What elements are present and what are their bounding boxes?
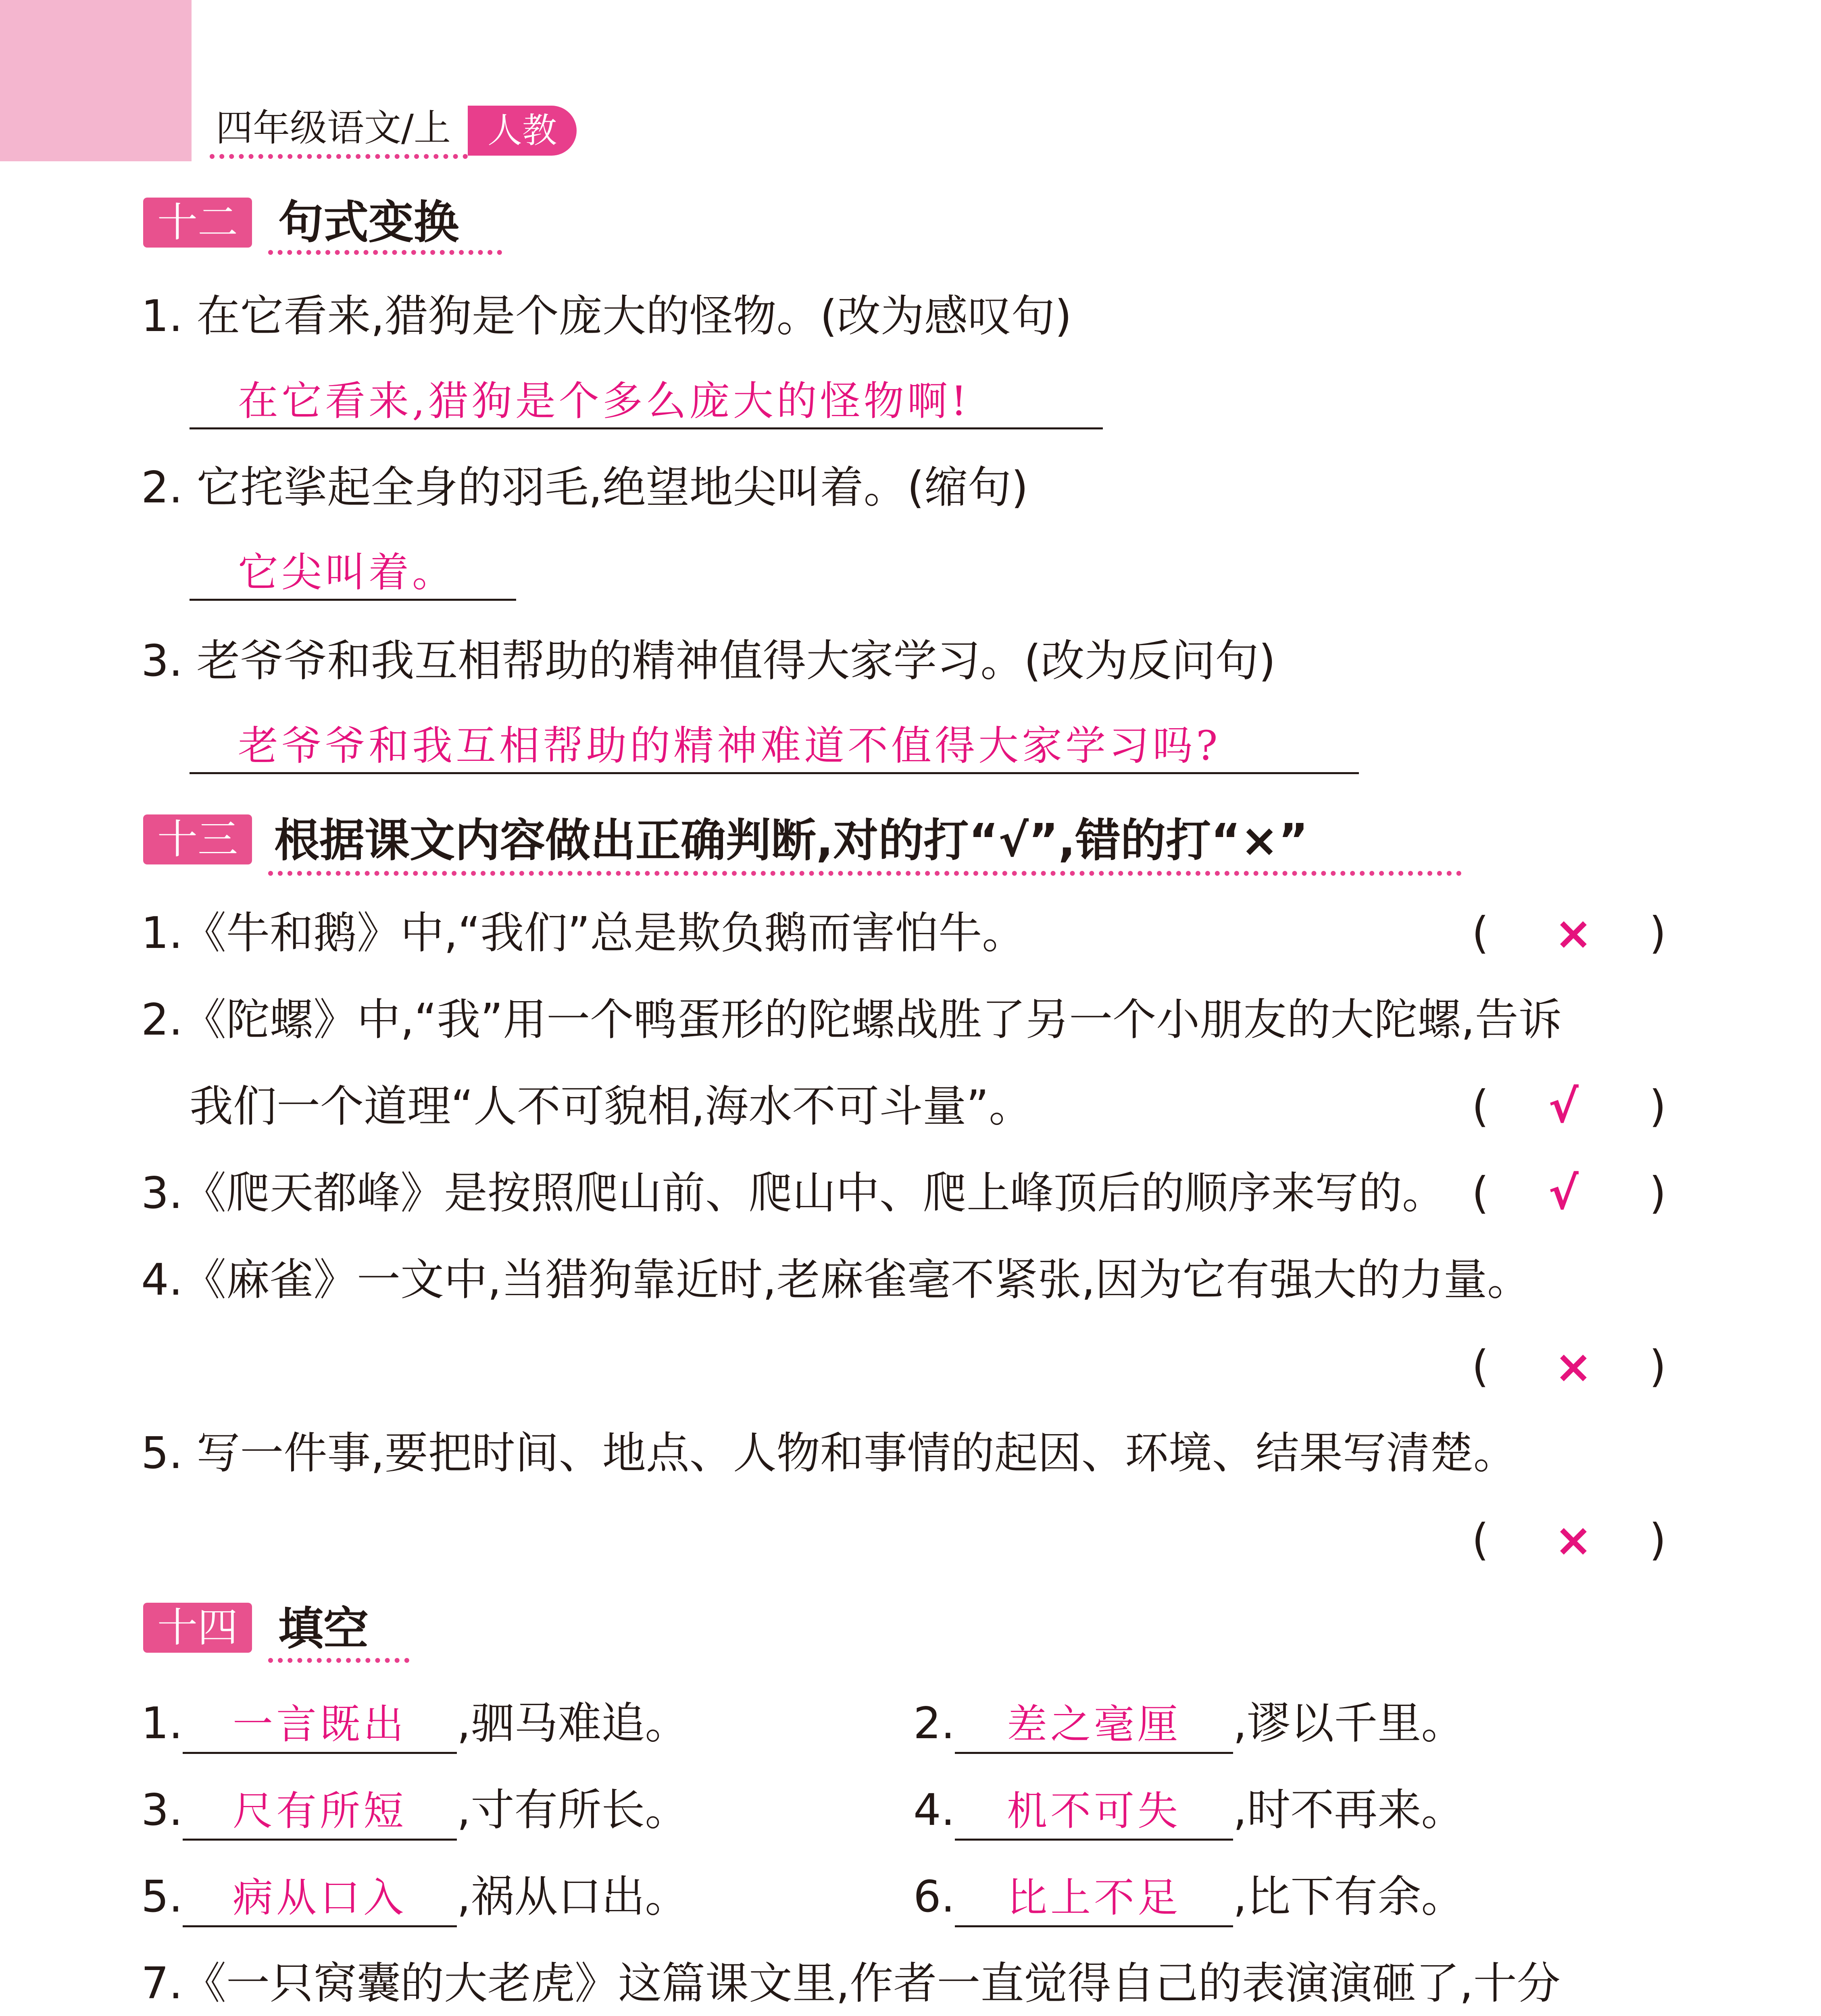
corner-block-top [0,0,192,161]
fill-item-4 [913,1782,1465,1841]
fill-number: 3. [141,1785,183,1835]
fill-rest: ,谬以千里。 [1233,1698,1465,1749]
fill-answer: 尺有所短 [233,1787,407,1835]
fill-item-2 [913,1695,1465,1754]
s13-q4: 4.《麻雀》一文中,当猎狗靠近时,老麻雀毫不紧张,因为它有强大的力量。 [141,1255,1531,1305]
fill-number: 4. [913,1785,955,1835]
s13-q3: 3.《爬天都峰》是按照爬山前、爬山中、爬上峰顶后的顺序来写的。 [141,1168,1446,1218]
s13-q2-paren-open: ( [1472,1081,1489,1132]
section-13-badge: 十三 [143,814,252,864]
fill-number: 2. [913,1698,955,1749]
s13-q3-paren-close: ) [1649,1168,1667,1218]
s12-q1: 1. 在它看来,猎狗是个庞大的怪物。(改为感叹句) [141,291,1072,342]
header-divider [210,154,468,159]
fill-number: 6. [913,1872,955,1922]
s13-q2-paren-close: ) [1649,1081,1667,1132]
header-title: 四年级语文/上 [216,106,451,150]
s12-a2: 它尖叫着。 [238,549,456,596]
s13-q5-paren-close: ) [1649,1515,1667,1565]
fill-answer: 差之毫厘 [1007,1701,1181,1748]
section-14-underline [268,1658,409,1663]
section-12-badge: 十二 [143,198,252,248]
s14-q7-line1: 7.《一只窝囊的大老虎》这篇课文里,作者一直觉得自己的表演演砸了,十分 [141,1958,1561,2009]
s12-a3: 老爷爷和我互相帮助的精神难道不值得大家学习吗? [238,722,1221,769]
fill-answer: 比上不足 [1007,1874,1181,1921]
fill-item-1 [141,1695,688,1754]
s13-q5-paren-open: ( [1472,1515,1489,1565]
s12-q2: 2. 它挓挲起全身的羽毛,绝望地尖叫着。(缩句) [141,462,1028,513]
section-13-title: 根据课文内容做出正确判断,对的打“√”,错的打“×” [274,814,1308,867]
s13-q2-cont: 我们一个道理“人不可貌相,海水不可斗量”。 [190,1081,1033,1132]
fill-item-5 [141,1869,688,1927]
section-12-underline [268,250,502,255]
s12-a1-line [190,427,1103,429]
s13-q5: 5. 写一件事,要把时间、地点、人物和事情的起因、环境、结果写清楚。 [141,1428,1517,1479]
section-14-title: 填空 [278,1603,369,1655]
s13-q3-paren-open: ( [1472,1168,1489,1218]
s12-q3: 3. 老爷爷和我互相帮助的精神值得大家学习。(改为反问句) [141,636,1276,686]
s12-a3-line [190,772,1359,774]
fill-rest: ,时不再来。 [1233,1785,1465,1835]
fill-rest: ,比下有余。 [1233,1872,1465,1922]
s13-q4-mark: × [1554,1341,1592,1393]
fill-rest: ,驷马难追。 [457,1698,689,1749]
s13-q4-paren-close: ) [1649,1341,1667,1392]
s13-q1-paren-open: ( [1472,908,1489,958]
s13-q1: 1.《牛和鹅》中,“我们”总是欺负鹅而害怕牛。 [141,908,1026,958]
s13-q3-mark: √ [1548,1167,1579,1220]
header-badge: 人教 [468,106,577,156]
s13-q2-mark: √ [1548,1081,1579,1133]
s12-a2-line [190,599,516,601]
fill-answer: 一言既出 [233,1701,407,1748]
s13-q1-paren-close: ) [1649,908,1667,958]
section-14-badge: 十四 [143,1603,252,1653]
fill-answer: 病从口入 [233,1874,407,1921]
fill-number: 5. [141,1872,183,1922]
s13-q5-mark: × [1554,1514,1592,1566]
s13-q2: 2.《陀螺》中,“我”用一个鸭蛋形的陀螺战胜了另一个小朋友的大陀螺,告诉 [141,995,1562,1045]
s13-q4-paren-open: ( [1472,1341,1489,1392]
s12-a1: 在它看来,猎狗是个多么庞大的怪物啊! [238,377,970,425]
fill-rest: ,祸从口出。 [457,1872,689,1922]
section-13-underline [268,871,1462,876]
section-12-title: 句式变换 [278,196,459,249]
fill-item-6 [913,1869,1465,1927]
s13-q1-mark: × [1554,907,1592,960]
fill-item-3 [141,1782,688,1841]
fill-rest: ,寸有所长。 [457,1785,689,1835]
fill-answer: 机不可失 [1007,1787,1181,1835]
fill-number: 1. [141,1698,183,1749]
